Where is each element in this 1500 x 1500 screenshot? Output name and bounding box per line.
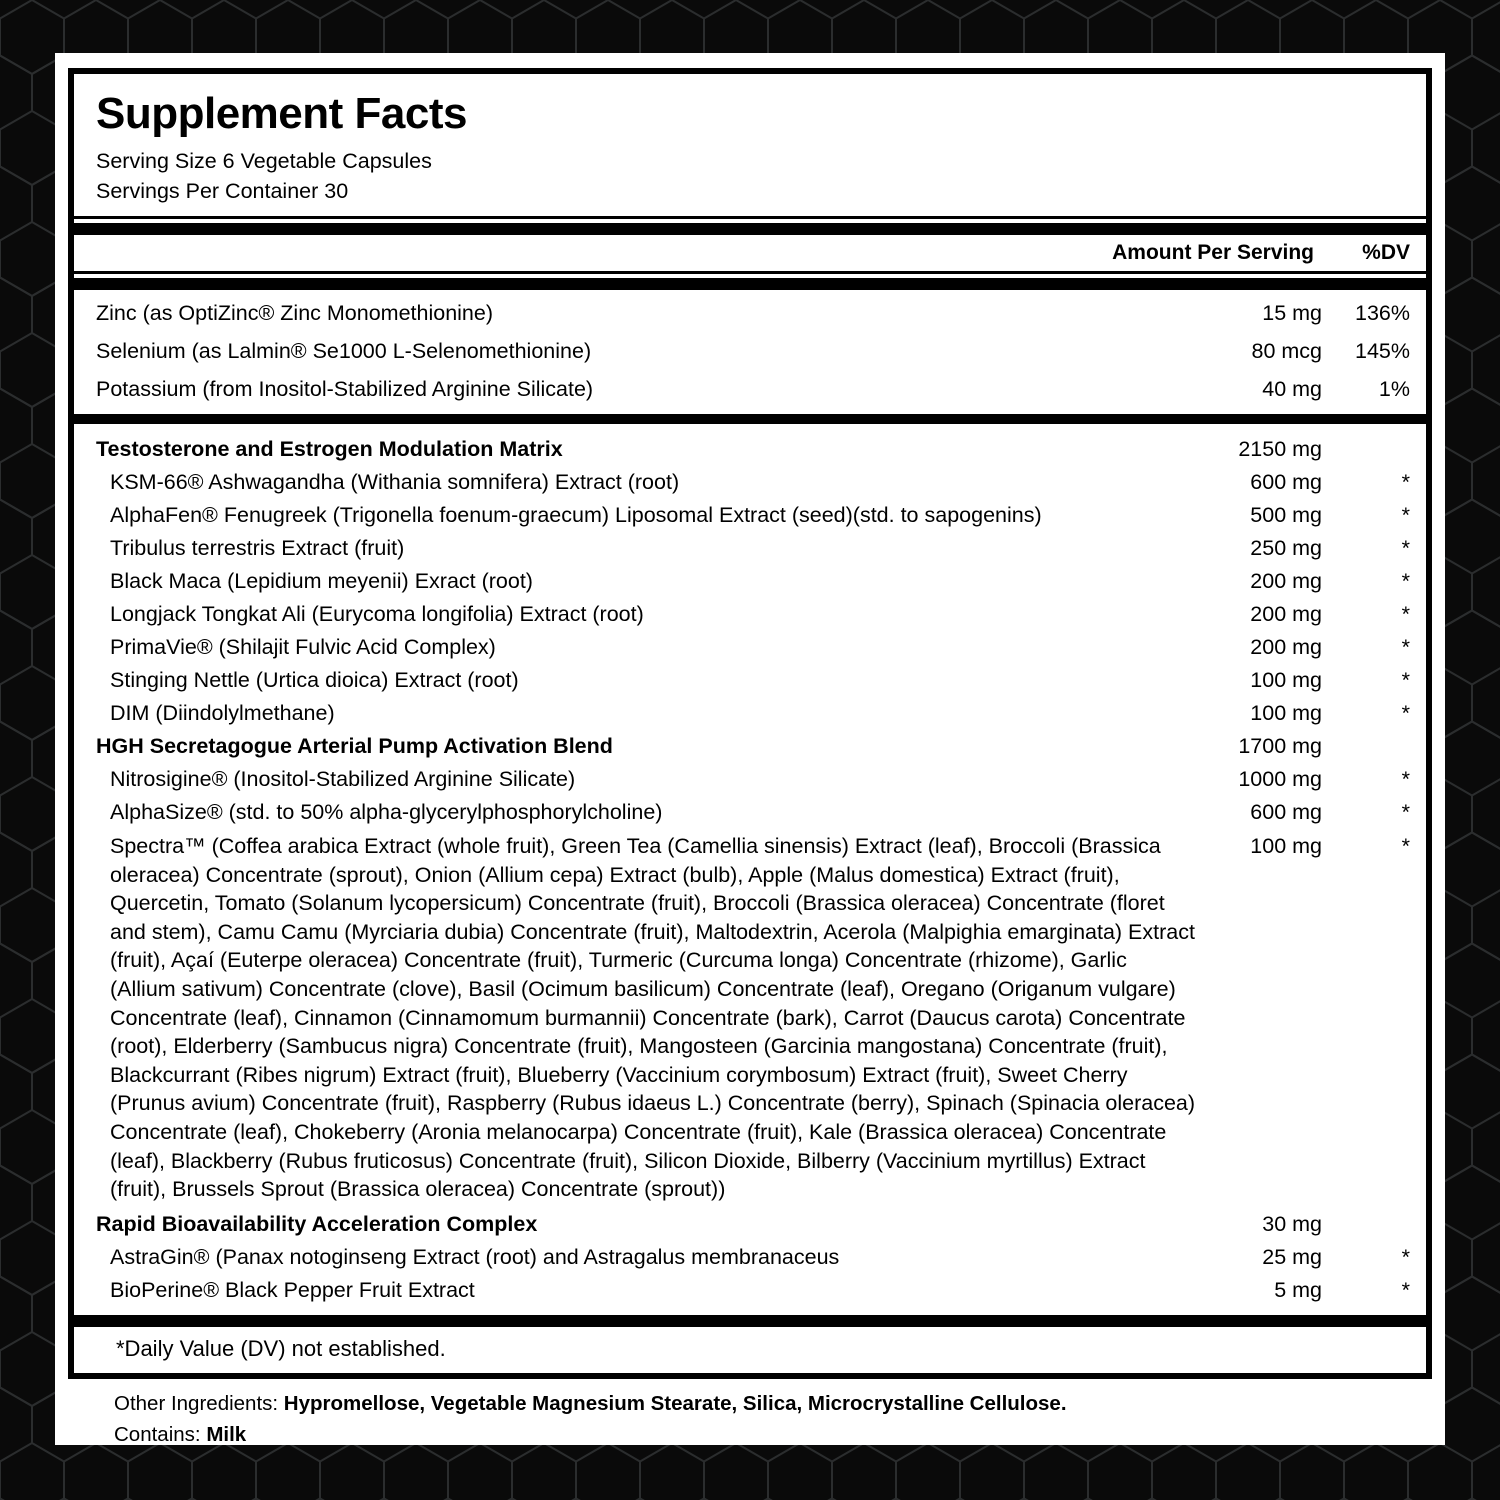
minerals-rows	[74, 290, 1426, 410]
divider-thick	[74, 223, 1426, 235]
amount-value: 80 mcg	[1251, 339, 1322, 363]
table-row	[74, 630, 1426, 663]
amount-column-header: Amount Per Serving	[1112, 241, 1314, 264]
dv-value: *	[1401, 502, 1410, 527]
ingredient-name: PrimaVie® (Shilajit Fulvic Acid Complex)	[110, 634, 496, 659]
ingredient-name: Tribulus terrestris Extract (fruit)	[110, 535, 405, 560]
dv-value: *	[1401, 667, 1410, 692]
ingredient-name: Potassium (from Inositol-Stabilized Arginine Silicate)	[96, 377, 594, 401]
table-row	[74, 729, 1426, 762]
table-row	[74, 663, 1426, 696]
divider-thick	[74, 414, 1426, 424]
table-row	[74, 531, 1426, 564]
servings-per-container: Servings Per Container 30	[96, 179, 349, 203]
amount-value: 600 mg	[1250, 469, 1322, 494]
contains-line	[114, 1419, 1432, 1450]
amount-value: 200 mg	[1250, 634, 1322, 659]
page-title: Supplement Facts	[96, 89, 467, 138]
table-row	[74, 762, 1426, 795]
ingredient-name: Spectra™ (Coffea arabica Extract (whole fruit), Green Tea (Camellia sinensis) Extract (leaf), Broccoli (Brassica oleracea) Concentrate (sprout), Onion (Allium cepa) Extract (bulb), Apple (Malus domestica) Extract (fruit), Quercetin, Tomato (Solanum lycopersicum) Concentrate (fruit), Broccoli (Brassica oleracea) Concentrate (floret and stem), Camu Camu (Myrciaria dubia) Concentrate (fruit), Maltodextrin, Acerola (Malpighia emarginata) Extract (fruit), Açaí (Euterpe oleracea) Concentrate (fruit), Turmeric (Curcuma longa) Concentrate (rhizome), Garlic (Allium sativum) Concentrate (clove), Basil (Ocimum basilicum) Concentrate (leaf), Oregano (Origanum vulgare) Concentrate (leaf), Cinnamon (Cinnamomum burmannii) Concentrate (bark), Carrot (Daucus carota) Concentrate (root), Elderberry (Sambucus nigra) Concentrate (fruit), Mangosteen (Garcinia mangostana) Concentrate (fruit), Blackcurrant (Ribes nigrum) Extract (fruit), Blueberry (Vaccinium corymbosum) Extract (fruit), Sweet Cherry (Prunus avium) Concentrate (fruit), Raspberry (Rubus idaeus L.) Concentrate (berry), Spinach (Spinacia oleracea) Concentrate (leaf), Chokeberry (Aronia melanocarpa) Concentrate (fruit), Kale (Brassica oleracea) Concentrate (leaf), Blackberry (Rubus fruticosus) Concentrate (fruit), Silicon Dioxide, Bilberry (Vaccinium myrtillus) Extract (fruit), Brussels Sprout (Brassica oleracea) Concentrate (sprout))	[110, 834, 1196, 1202]
amount-value: 200 mg	[1250, 601, 1322, 626]
ingredient-name: AstraGin® (Panax notoginseng Extract (root) and Astragalus membranaceus	[110, 1245, 840, 1270]
table-row	[74, 1241, 1426, 1274]
ingredient-name: Selenium (as Lalmin® Se1000 L-Selenomethionine)	[96, 339, 592, 363]
dv-value: 145%	[1355, 339, 1410, 363]
other-ingredients-block	[114, 1388, 1432, 1450]
dv-value: *	[1401, 700, 1410, 725]
amount-value: 2150 mg	[1238, 436, 1322, 461]
supplement-facts-box	[68, 68, 1432, 1379]
divider-thick	[74, 278, 1426, 290]
dv-value: *	[1401, 568, 1410, 593]
blend-rows	[74, 428, 1426, 1309]
dv-value: 136%	[1355, 301, 1410, 325]
table-row	[74, 1274, 1426, 1307]
ingredient-name: Stinging Nettle (Urtica dioica) Extract (root)	[110, 667, 519, 692]
facts-header	[74, 74, 1426, 216]
ingredient-name: HGH Secretagogue Arterial Pump Activation Blend	[96, 733, 613, 758]
amount-value: 100 mg	[1250, 700, 1322, 725]
amount-value: 1700 mg	[1238, 733, 1322, 758]
table-row	[74, 370, 1426, 408]
ingredient-name: DIM (Diindolylmethane)	[110, 700, 335, 725]
dv-value: *	[1401, 834, 1410, 858]
amount-value: 1000 mg	[1238, 766, 1322, 791]
amount-value: 30 mg	[1262, 1212, 1322, 1237]
column-header-row	[74, 235, 1426, 271]
serving-info	[96, 146, 1404, 206]
table-row	[74, 465, 1426, 498]
serving-size: Serving Size 6 Vegetable Capsules	[96, 149, 432, 173]
dv-value: *	[1401, 766, 1410, 791]
contains-value: Milk	[206, 1422, 247, 1446]
ingredient-name: AlphaFen® Fenugreek (Trigonella foenum-graecum) Liposomal Extract (seed)(std. to sapogenins)	[110, 502, 1042, 527]
ingredient-name: BioPerine® Black Pepper Fruit Extract	[110, 1278, 475, 1303]
amount-value: 40 mg	[1262, 377, 1322, 401]
table-row	[74, 696, 1426, 729]
table-row	[74, 795, 1426, 828]
amount-value: 600 mg	[1250, 799, 1322, 824]
ingredient-name: AlphaSize® (std. to 50% alpha-glycerylphosphorylcholine)	[110, 799, 663, 824]
dv-column-header: %DV	[1362, 241, 1410, 264]
amount-value: 100 mg	[1250, 667, 1322, 692]
table-row	[74, 498, 1426, 531]
table-row	[74, 597, 1426, 630]
table-row	[74, 564, 1426, 597]
ingredient-name: Longjack Tongkat Ali (Eurycoma longifolia) Extract (root)	[110, 601, 644, 626]
dv-value: 1%	[1378, 377, 1410, 401]
dv-value: *	[1401, 799, 1410, 824]
amount-value: 100 mg	[1250, 834, 1322, 858]
ingredient-name: Rapid Bioavailability Acceleration Complex	[96, 1212, 538, 1237]
dv-value: *	[1401, 469, 1410, 494]
table-row	[74, 294, 1426, 332]
table-row	[74, 332, 1426, 370]
dv-value: *	[1401, 634, 1410, 659]
dv-value: *	[1401, 1278, 1410, 1303]
dv-value: *	[1401, 535, 1410, 560]
other-ingredients-line	[114, 1388, 1432, 1419]
other-ingredients-label: Other Ingredients:	[114, 1391, 279, 1415]
ingredient-name: Black Maca (Lepidium meyenii) Exract (root)	[110, 568, 533, 593]
ingredient-name: Testosterone and Estrogen Modulation Matrix	[96, 436, 563, 461]
dv-value: *	[1401, 601, 1410, 626]
table-row	[74, 432, 1426, 465]
amount-value: 200 mg	[1250, 568, 1322, 593]
ingredient-name: KSM-66® Ashwagandha (Withania somnifera) Extract (root)	[110, 469, 680, 494]
amount-value: 25 mg	[1262, 1245, 1322, 1270]
ingredient-name: Nitrosigine® (Inositol-Stabilized Arginine Silicate)	[110, 766, 576, 791]
table-row	[74, 828, 1426, 1208]
amount-value: 250 mg	[1250, 535, 1322, 560]
ingredient-name: Zinc (as OptiZinc® Zinc Monomethionine)	[96, 301, 494, 325]
supplement-facts-panel	[55, 53, 1445, 1445]
contains-label: Contains:	[114, 1422, 201, 1446]
daily-value-footnote: *Daily Value (DV) not established.	[116, 1335, 446, 1361]
amount-value: 15 mg	[1262, 301, 1322, 325]
dv-value: *	[1401, 1245, 1410, 1270]
amount-value: 500 mg	[1250, 502, 1322, 527]
divider-thick	[74, 1315, 1426, 1327]
table-row	[74, 1208, 1426, 1241]
amount-value: 5 mg	[1274, 1278, 1322, 1303]
other-ingredients-value: Hypromellose, Vegetable Magnesium Stearate, Silica, Microcrystalline Cellulose.	[283, 1391, 1067, 1415]
